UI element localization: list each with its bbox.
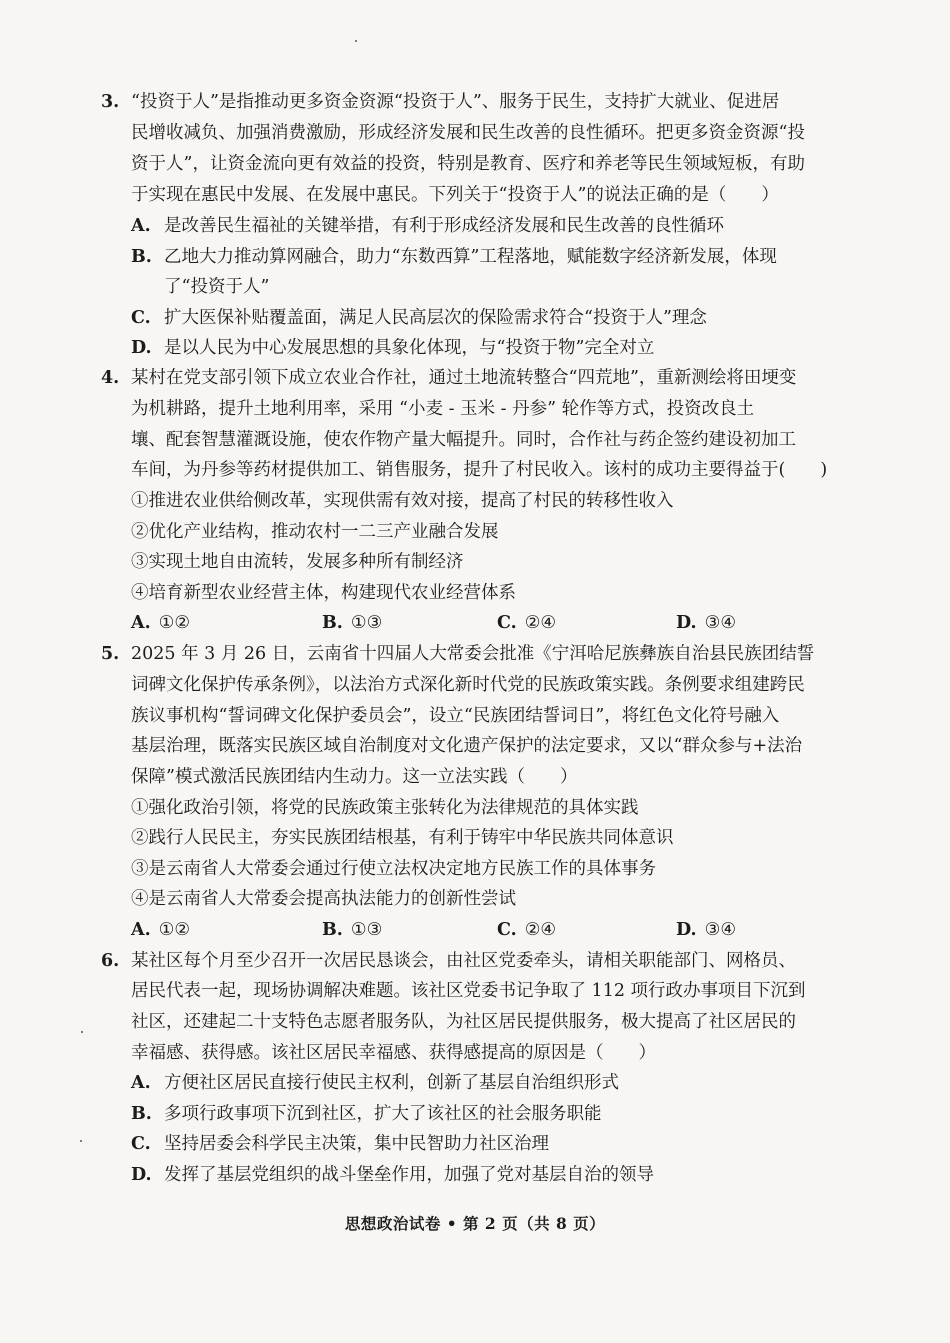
choice-b: B. ①③ bbox=[322, 613, 383, 633]
choice-a: A. ①② bbox=[131, 613, 191, 633]
question-number: 5. bbox=[101, 644, 120, 664]
choice-c: C. ②④ bbox=[497, 613, 557, 633]
choice-d: D. ③④ bbox=[676, 613, 737, 633]
choice-a: A. ①② bbox=[131, 920, 191, 940]
exam-page: 3. “投资于人”是指推动更多资金资源“投资于人”、服务于民生，支持扩大就业、促进居 民增收减负、加强消费激励，形成经济发展和民生改善的良性循环。把更多资金资源“投 资于人”，让资金流向更有效益的投资，特别是教育、医疗和养老等民生领域短板，有助 于实现在惠民中发展、在发展中惠民。下列关于“投资于人”的说法正确的是（ ） A. 是改善民生福祉的关键举措，有利于形成经济发展和民生改善的良性循环 B. 乙地大力推动算网融合，助力“东数西算”工程落地，赋能数字经济新发展，体现 了“投资于人” C. 扩大医保补贴覆盖面，满足人民高层次的保险需求符合“投资于人”理念 D. 是以人民为中心发展思想的具象化体现，与“投资于物”完全对立 4. 某村在党支部引领下成立农业合作社，通过土地流转整合“四荒地”，重新测绘将田埂变 为机耕路，提升土地利用率，采用 “小麦 - 玉米 - 丹参” 轮作等方式，投资改良土 壤、配套智慧灌溉设施，使农作物产量大幅提升。同时，合作社与药企签约建设初加工 车间，为丹参等药材提供加工、销售服务，提升了村民收入。该村的成功主要得益于( ) ①推进农业供给侧改革，实现供需有效对接，提高了村民的转移性收入 ②优化产业结构，推动农村一二三产业融合发展 ③实现土地自由流转，发展多种所有制经济 ④培育新型农业经营主体，构建现代农业经营体系 A. ①② B. ①③ C. ②④ D. ③④ 5. 2025 年 3 月 26 日，云南省十四届人大常委会批准《宁洱哈尼族彝族自治县民族团结誓 词碑文化保护传承条例》，以法治方式深化新时代党的民族政策实践。条例要求组建跨民 族议事机构“誓词碑文化保护委员会”，设立“民族团结誓词日”，将红色文化符号融入 基层治理，既落实民族区域自治制度对文化遗产保护的法定要求，又以“群众参与+法治 保障”模式激活民族团结内生动力。这一立法实践（ ） ①强化政治引领，将党的民族政策主张转化为法律规范的具体实践 ②践行人民民主，夯实民族团结根基，有利于铸牢中华民族共同体意识 ③是云南省人大常委会通过行使立法权决定地方民族工作的具体事务 ④是云南省人大常委会提高执法能力的创新性尝试 A. ①② B. ①③ C. ②④ D. ③④ 6. 某社区每个月至少召开一次居民恳谈会，由社区党委牵头，请相关职能部门、网格员、 居民代表一起，现场协调解决难题。该社区党委书记争取了 112 项行政办事项目下沉到 社区，还建起二十支特色志愿者服务队，为社区居民提供服务，极大提高了社区居民的 幸福感、获得感。该社区居民幸福感、获得感提高的原因是（ ） A. 方便社区居民直接行使民主权利，创新了基层自治组织形式 B. 多项行政事项下沉到社区，扩大了该社区的社会服务职能 C. 坚持居委会科学民主决策，集中民智助力社区治理 D. 发挥了基层党组织的战斗堡垒作用，加强了党对基层自治的领导 思想政治试卷 • 第 2 页（共 8 页） bbox=[0, 0, 950, 1343]
scan-speck bbox=[355, 40, 357, 42]
choice-b: B. ①③ bbox=[322, 920, 383, 940]
scan-speck bbox=[81, 1031, 83, 1033]
choice-d: D. ③④ bbox=[676, 920, 737, 940]
scan-speck bbox=[80, 1140, 82, 1142]
question-number: 4. bbox=[101, 368, 120, 388]
question-number: 3. bbox=[101, 92, 120, 112]
question-number: 6. bbox=[101, 951, 120, 971]
page-footer: 思想政治试卷 • 第 2 页（共 8 页） bbox=[344, 1214, 606, 1233]
choice-c: C. ②④ bbox=[497, 920, 557, 940]
